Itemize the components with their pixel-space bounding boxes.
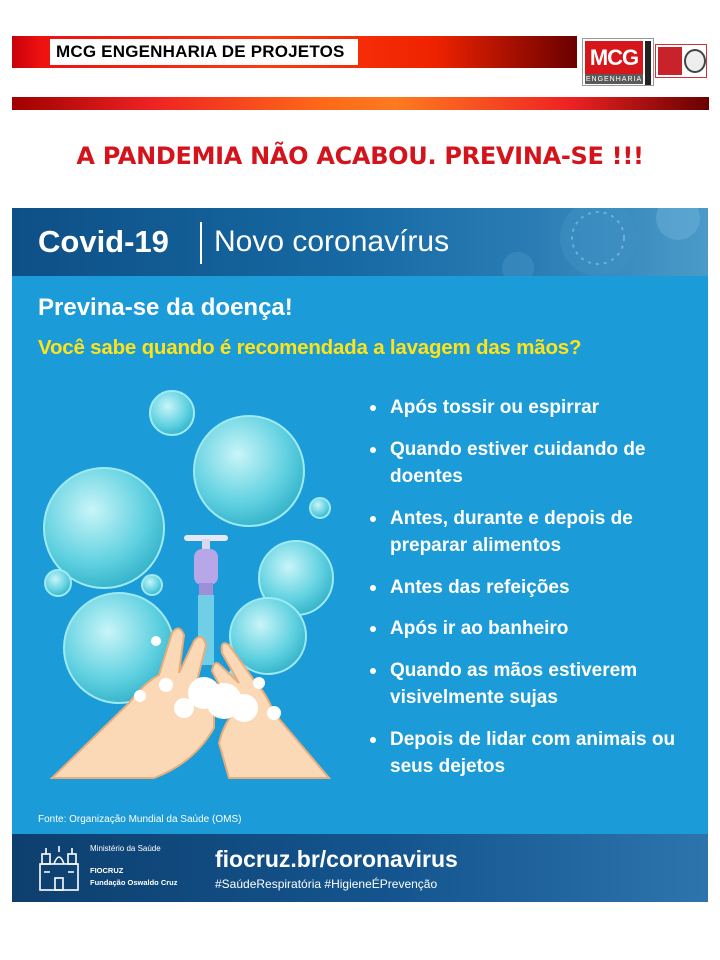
cert-seal: [684, 49, 706, 73]
poster-title-bar: [12, 208, 708, 276]
fiocruz-castle-icon: [36, 842, 82, 892]
list-item: Após ir ao banheiro: [368, 615, 698, 643]
handwashing-illustration: [34, 383, 354, 783]
list-item: Quando as mãos estiverem visivelmente sujas: [368, 657, 698, 712]
tips-list: [368, 394, 698, 781]
site-url[interactable]: fiocruz.br/coronavirus: [215, 846, 458, 872]
title-separator: [200, 222, 202, 264]
headline: A PANDEMIA NÃO ACABOU. PREVINA-SE !!!: [76, 142, 644, 170]
virus-background-icon: [428, 208, 708, 276]
logo-stripe: [645, 41, 651, 85]
poster-subtitle: Previna-se da doença!: [38, 294, 293, 321]
list-item: Após tossir ou espirrar: [368, 394, 698, 422]
poster-footer: [12, 834, 708, 902]
cert-panel: [658, 47, 682, 75]
poster-question: Você sabe quando é recomendada a lavagem das mãos?: [38, 336, 582, 359]
fiocruz-label: FIOCRUZ: [90, 866, 124, 875]
company-name: MCG ENGENHARIA DE PROJETOS: [56, 42, 345, 61]
foundation-label: Fundação Oswaldo Cruz: [90, 878, 178, 887]
mcg-logo: [582, 38, 654, 86]
logo-text: MCG: [585, 41, 643, 74]
company-name-box: [50, 39, 358, 65]
title-novo-coronavirus: Novo coronavírus: [214, 225, 450, 258]
title-covid: Covid-19: [38, 224, 169, 259]
list-item: Antes, durante e depois de preparar alimentos: [368, 505, 698, 560]
list-item: Quando estiver cuidando de doentes: [368, 436, 698, 491]
certification-seal-icon: [655, 44, 707, 78]
covid-poster: [12, 208, 708, 902]
list-item: Depois de lidar com animais ou seus dejetos: [368, 726, 698, 781]
ministry-label: Ministério da Saúde: [90, 844, 161, 853]
hashtags: #SaúdeRespiratória #HigieneÉPrevenção: [215, 877, 438, 891]
list-item: Antes das refeições: [368, 574, 698, 602]
source-note: Fonte: Organização Mundial da Saúde (OMS): [38, 814, 242, 825]
divider-gradient-band: [12, 97, 709, 110]
logo-subtext: ENGENHARIA: [585, 75, 643, 83]
